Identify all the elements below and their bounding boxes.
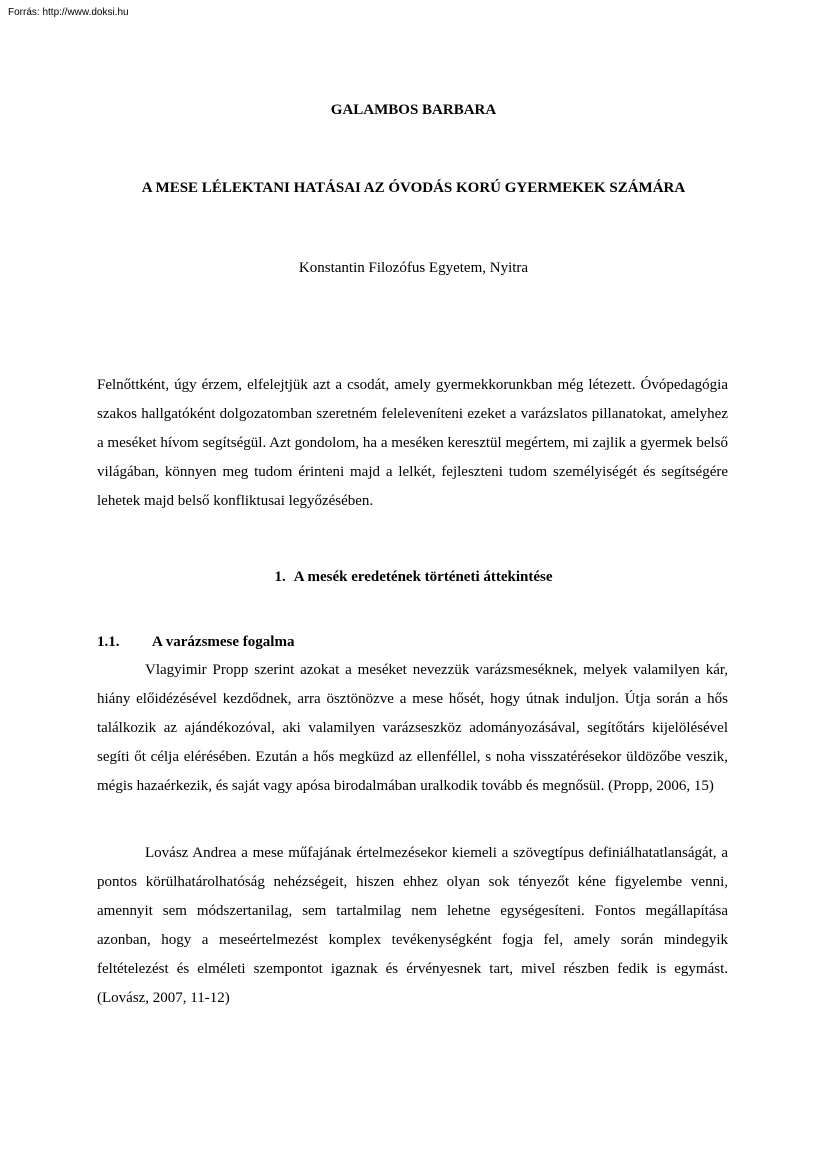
subsection-title: A varázsmese fogalma — [152, 634, 295, 650]
section-heading — [0, 567, 827, 587]
source-line: Forrás: http://www.doksi.hu — [8, 7, 129, 18]
section-title: A mesék eredetének történeti áttekintése — [293, 569, 553, 585]
document-title: A MESE LÉLEKTANI HATÁSAI AZ ÓVODÁS KORÚ GYERMEKEK SZÁMÁRA — [141, 180, 686, 196]
author-name: GALAMBOS BARBARA — [330, 102, 497, 118]
body-paragraph-propp: Vlagyimir Propp szerint azokat a meséket nevezzük varázsmeséknek, melyek valamilyen kár, hiány előidézésével kezdődnek, arra ösztönözve a mese hősét, hogy útnak induljon. Útja során a hős találkozik az ajándékozóval, aki valamilyen varázseszköz adományozásával, segítőtárs kijelölésével segíti őt célja elérésében. Ezután a hős megküzd az ellenféllel, s noha visszatérésekor üldözőbe veszik, mégis hazaérkezik, és saját vagy apósa birodalmában uralkodik tovább és megnősül. (Propp, 2006, 15) — [97, 662, 728, 794]
section-number: 1. — [274, 569, 286, 585]
body-paragraph-lovasz: Lovász Andrea a mese műfajának értelmezésekor kiemeli a szövegtípus definiálhatatlanságát, a pontos körülhatárolhatóság nehézségeit, hiszen ehhez olyan sok tényezőt kéne figyelembe venni, amennyit sem módszertanilag, sem tartalmilag nem lehetne egységesíteni. Fontos megállapítása azonban, hogy a meseértelmezést komplex tevékenységként fogja fel, amely során mindegyik feltételezést és elméleti szempontot igaznak és érvényesnek tart, mivel részben fedik is egymást. (Lovász, 2007, 11-12) — [97, 845, 728, 1006]
intro-paragraph: Felnőttként, úgy érzem, elfelejtjük azt a csodát, amely gyermekkorunkban még létezett. Óvópedagógia szakos hallgatóként dolgozatomban szeretném feleleveníteni ezeket a varázslatos pillanatokat, amelyhez a meséket hívom segítségül. Azt gondolom, ha a meséken keresztül megértem, mi zajlik a gyermek belső világában, könnyen meg tudom érinteni majd a lelkét, fejleszteni tudom személyiségét és segítségére lehetek majd belső konfliktusai legyőzésében. — [97, 377, 728, 509]
affiliation: Konstantin Filozófus Egyetem, Nyitra — [298, 260, 529, 276]
subsection-heading — [97, 632, 294, 652]
subsection-number: 1.1. — [97, 634, 120, 650]
